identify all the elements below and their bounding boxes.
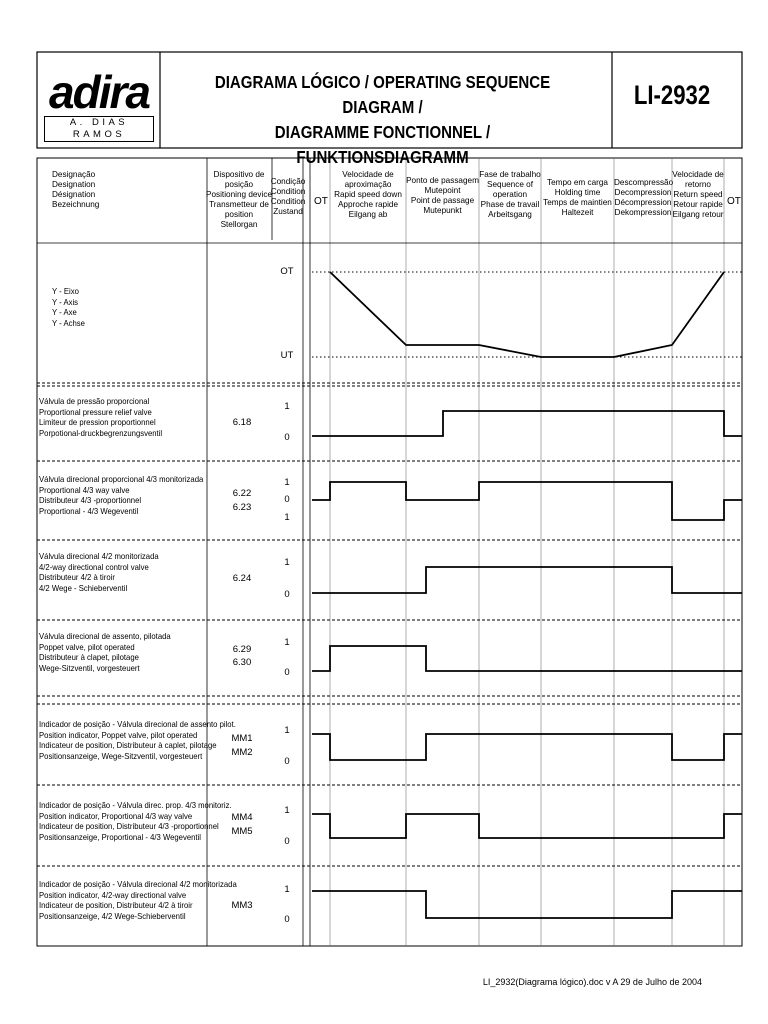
axis-bottom-label: UT — [280, 350, 294, 361]
heading-line: Approche rapide — [337, 200, 399, 209]
heading-line: Bezeichnung — [52, 200, 100, 209]
axis-row-label — [52, 286, 85, 328]
label-line: Wege-Sitzventil, vorgesteuert — [39, 662, 140, 673]
heading-line: Condition — [270, 197, 306, 206]
row-label-pressure-valve — [39, 396, 162, 438]
section-separators — [37, 383, 742, 866]
row-label-proportional-4-3-valve — [39, 474, 203, 516]
level-label: 0 — [284, 589, 290, 600]
column-heading-condition — [270, 177, 306, 217]
label-line: Distributeur 4/3 -proportionnel — [39, 495, 142, 505]
label-line: Indicateur de position, Distributeur à caplet, pilotage — [39, 740, 217, 750]
heading-line: Return speed — [673, 190, 723, 199]
level-label: 1 — [284, 512, 290, 523]
label-line: Distributeur 4/2 à tiroir — [39, 572, 115, 582]
heading-line: Ponto de passagem — [406, 176, 479, 185]
label-line: Válvula direcional proporcional 4/3 monitorizada — [39, 474, 204, 484]
label-line: Válvula de pressão proporcional — [39, 396, 150, 406]
device-code: 6.29 — [232, 644, 252, 655]
heading-line: Designação — [52, 170, 96, 179]
heading-line: Condição — [270, 177, 306, 186]
row-label-mm3 — [39, 879, 237, 921]
label-line: Y - Axe — [52, 307, 77, 317]
device-code: MM5 — [231, 826, 253, 837]
signal-trace-mm4-mm5 — [312, 814, 742, 838]
heading-line: Arbeitsgang — [488, 210, 532, 219]
heading-line: Descompressão — [614, 178, 674, 187]
heading-line: Fase de trabalho — [479, 170, 541, 179]
heading-line: Eilgang retour — [672, 210, 724, 219]
device-code: 6.24 — [232, 573, 252, 584]
level-label: 1 — [284, 637, 290, 648]
label-line: Y - Axis — [52, 296, 79, 307]
label-line: 4/2 Wege - Schieberventil — [39, 582, 128, 593]
heading-line: Temps de maintien — [543, 198, 612, 207]
signal-trace-proportional-4-3-valve — [312, 482, 742, 520]
heading-line: Retour rapide — [673, 200, 723, 209]
level-label: 1 — [284, 557, 290, 568]
level-label: 0 — [284, 914, 290, 925]
level-label: 0 — [284, 432, 290, 443]
axis-reference-lines — [312, 272, 742, 357]
row-label-mm1-mm2 — [39, 719, 236, 761]
column-heading-ot-start: OT — [314, 196, 328, 207]
level-label: 1 — [284, 805, 290, 816]
label-line: Válvula direcional 4/2 monitorizada — [39, 551, 159, 561]
heading-line: Décompression — [614, 198, 672, 207]
phase-heading-operation — [479, 170, 541, 220]
level-label: 1 — [284, 884, 290, 895]
signal-trace-4-2-valve — [312, 567, 742, 593]
heading-line: Holding time — [554, 188, 601, 197]
label-line: Poppet valve, pilot operated — [39, 641, 135, 652]
signal-trace-poppet-valve — [312, 646, 742, 671]
label-line: Y - Eixo — [52, 286, 79, 296]
heading-line: position — [224, 210, 254, 219]
label-line: 4/2-way directional control valve — [39, 561, 149, 572]
document-id: LI-2932 — [633, 80, 711, 110]
label-line: Indicateur de position, Distributeur 4/3 -proportionnel — [39, 821, 219, 831]
phase-heading-return — [672, 170, 724, 220]
heading-line: Mutepunkt — [423, 206, 462, 215]
axis-top-label: OT — [280, 266, 294, 277]
device-code: 6.18 — [232, 417, 252, 428]
heading-line: Mutepoint — [424, 186, 461, 195]
heading-line: Désignation — [52, 190, 96, 199]
heading-line: retorno — [685, 180, 711, 189]
heading-line: Sequence of — [487, 180, 533, 189]
label-line: Indicador de posição - Válvula direcional 4/2 monitorizada — [39, 879, 237, 889]
label-line: Indicateur de position, Distributeur 4/2 à tiroir — [39, 900, 193, 910]
label-line: Position indicator, Poppet valve, pilot operated — [39, 729, 198, 740]
heading-line: Rapid speed down — [334, 190, 402, 199]
column-heading-device — [203, 170, 275, 230]
heading-line: Designation — [52, 180, 96, 189]
document-footer: LI_2932(Diagrama lógico).doc v A 29 de Julho de 2004 — [482, 977, 702, 987]
signal-trace-mm3 — [312, 891, 742, 918]
label-line: Position indicator, 4/2-way directional valve — [39, 889, 187, 900]
label-line: Positionsanzeige, Proportional - 4/3 Wegeventil — [39, 831, 201, 842]
heading-line: Haltezeit — [561, 208, 594, 217]
column-heading-designation — [52, 170, 99, 210]
device-code: 6.23 — [232, 502, 252, 513]
logo-wordmark: adira — [49, 66, 149, 118]
label-line: Válvula direcional de assento, pilotada — [39, 631, 171, 641]
label-line: Limiteur de pression proportionnel — [39, 417, 156, 427]
device-code: MM4 — [231, 812, 253, 823]
company-logo — [44, 66, 154, 142]
heading-line: Positioning device — [206, 190, 272, 199]
heading-line: Condition — [270, 187, 306, 196]
level-label: 1 — [284, 401, 290, 412]
level-label: 0 — [284, 494, 290, 505]
device-code: 6.22 — [232, 488, 252, 499]
heading-line: Dispositivo de posição — [213, 170, 265, 189]
level-label: 1 — [284, 725, 290, 736]
level-label: 0 — [284, 836, 290, 847]
device-code: MM2 — [231, 747, 253, 758]
label-line: Porpotional-druckbegrenzungsventil — [39, 427, 163, 438]
label-line: Position indicator, Proportional 4/3 way valve — [39, 810, 193, 821]
phase-heading-decompression — [614, 178, 672, 218]
device-code: 6.30 — [232, 657, 252, 668]
title-line-2: DIAGRAMME FONCTIONNEL / FUNKTIONSDIAGRAMM — [274, 122, 491, 167]
signal-trace-pressure-valve — [312, 411, 742, 436]
row-label-mm4-mm5 — [39, 800, 232, 842]
heading-line: Tempo em carga — [547, 178, 608, 187]
row-label-poppet-valve — [39, 631, 171, 673]
level-label: 1 — [284, 477, 290, 488]
heading-line: Velocidade de — [672, 170, 724, 179]
device-code: MM3 — [231, 900, 253, 911]
heading-line: Dekompression — [614, 208, 672, 217]
waveforms — [312, 272, 742, 918]
heading-line: Velocidade de — [342, 170, 394, 179]
phase-heading-mutepoint — [406, 176, 479, 216]
heading-line: Phase de travail — [480, 200, 540, 209]
label-line: Positionsanzeige, Wege-Sitzventil, vorgesteuert — [39, 750, 203, 761]
label-line: Proportional - 4/3 Wegeventil — [39, 505, 139, 516]
level-label: 0 — [284, 667, 290, 678]
heading-line: Zustand — [273, 207, 303, 216]
row-label-4-2-valve — [39, 551, 159, 593]
heading-line: Point de passage — [410, 196, 475, 205]
phase-heading-holding — [541, 178, 614, 218]
label-line: Indicador de posição - Válvula direc. prop. 4/3 monitoriz. — [39, 800, 232, 810]
axis-motion-trace — [330, 272, 724, 357]
label-line: Proportional 4/3 way valve — [39, 484, 130, 495]
heading-line: operation — [492, 190, 528, 199]
label-line: Distributeur à clapet, pilotage — [39, 652, 139, 662]
label-line: Indicador de posição - Válvula direcional de assento pilot. — [39, 719, 236, 729]
label-line: Y - Achse — [52, 317, 85, 328]
label-line: Positionsanzeige, 4/2 Wege-Schieberventil — [39, 910, 186, 921]
phase-heading-rapid-down — [330, 170, 406, 220]
heading-line: Decompression — [614, 188, 672, 197]
heading-line: Eilgang ab — [348, 210, 388, 219]
heading-line: Stellorgan — [220, 220, 258, 229]
page-title — [187, 70, 578, 170]
title-line-1: DIAGRAMA LÓGICO / OPERATING SEQUENCE DIAGRAM / — [214, 72, 551, 117]
logo-subtitle: A. DIAS RAMOS — [44, 116, 154, 142]
signal-trace-mm1-mm2 — [312, 734, 742, 760]
heading-line: aproximação — [344, 180, 392, 189]
column-heading-ot-end: OT — [727, 196, 741, 207]
label-line: Proportional pressure relief valve — [39, 406, 152, 417]
device-code: MM1 — [231, 733, 253, 744]
heading-line: Transmetteur de — [209, 200, 269, 209]
level-label: 0 — [284, 756, 290, 767]
